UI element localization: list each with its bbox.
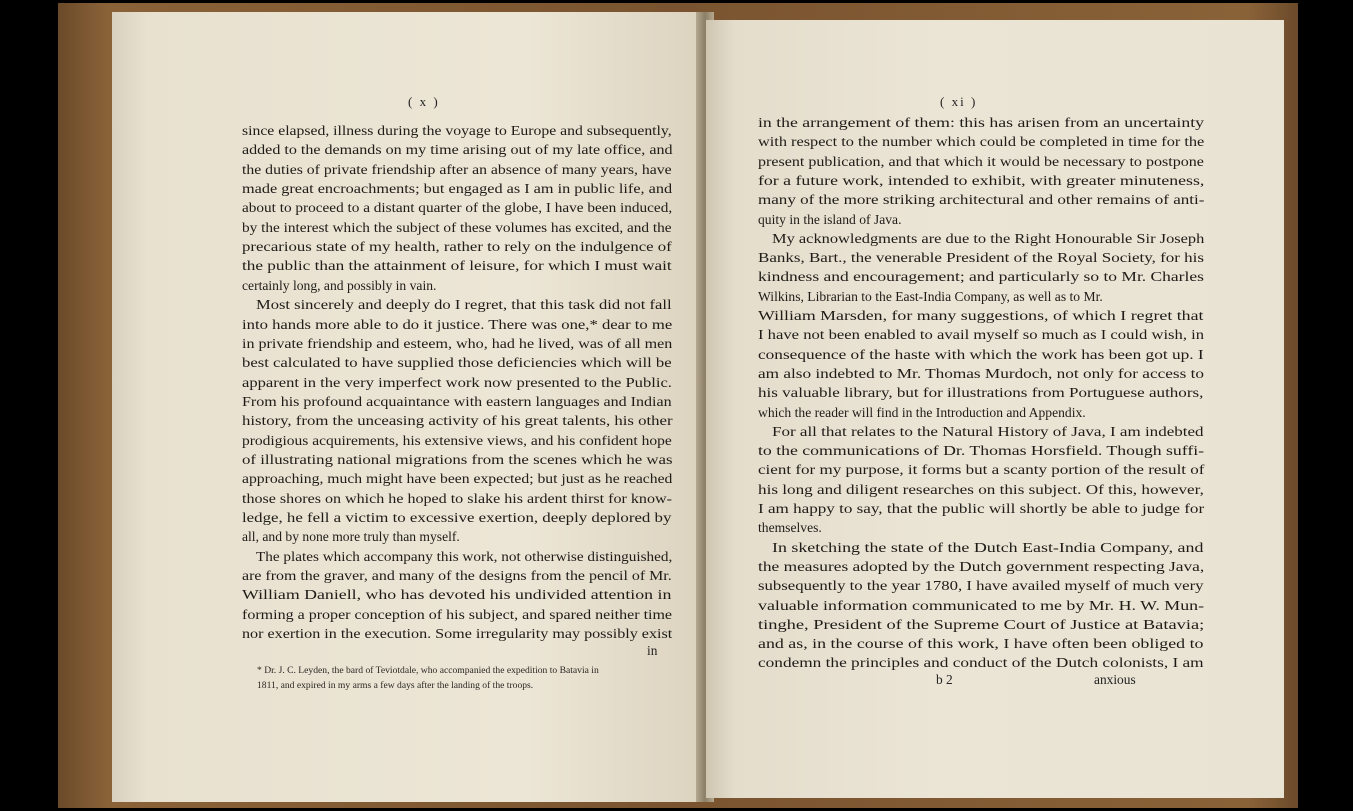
text-line: subsequently to the year 1780, I have availed myself of much very [758, 578, 1204, 594]
text-line: and as, in the course of this work, I have often been obliged to [758, 636, 1204, 652]
text-line: his long and diligent researches on this subject. Of this, however, [758, 481, 1204, 497]
text-line: am also indebted to Mr. Thomas Murdoch, not only for access to [758, 365, 1204, 381]
page-header: ( xi ) [940, 94, 978, 109]
text-line: the duties of private friendship after an absence of many years, have [242, 161, 672, 177]
text-line: consequence of the haste with which the work has been got up. I [758, 346, 1204, 362]
catchword: anxious [1094, 672, 1136, 687]
text-line: into hands more able to do it justice. There was one,* dear to me [242, 316, 673, 332]
page-header: ( x ) [408, 94, 440, 109]
catchword: in [647, 643, 658, 658]
text-line: quity in the island of Java. [758, 211, 902, 227]
text-line: nor exertion in the execution. Some irregularity may possibly exist [242, 626, 673, 642]
text-line: For all that relates to the Natural History of Java, I am indebted [772, 423, 1204, 439]
text-line: From his profound acquaintance with eastern languages and Indian [242, 393, 672, 409]
text-line: In sketching the state of the Dutch East-India Company, and [772, 539, 1204, 555]
text-line: approaching, much might have been expected; but just as he reached [242, 471, 673, 487]
footnote-line-2: 1811, and expired in my arms a few days after the landing of the troops. [257, 680, 534, 691]
text-line: best calculated to have supplied those deficiencies which will be [242, 355, 672, 371]
text-line: present publication, and that which it would be necessary to postpone [758, 153, 1204, 169]
text-line: which the reader will find in the Introduction and Appendix. [758, 404, 1086, 420]
text-line: My acknowledgments are due to the Right Honourable Sir Joseph [772, 230, 1205, 246]
text-line: added to the demands on my time arising out of my late office, and [242, 142, 673, 158]
text-line: about to proceed to a distant quarter of the globe, I have been induced, [242, 200, 673, 216]
text-line: in private friendship and esteem, who, had he lived, was of all men [242, 335, 673, 351]
text-line: many of the more striking architectural and other remains of anti- [758, 192, 1205, 208]
text-line: history, from the unceasing activity of his great talents, his other [242, 413, 673, 429]
text-line: Wilkins, Librarian to the East-India Company, as well as to Mr. [758, 288, 1103, 304]
text-line: all, and by none more truly than myself. [242, 529, 460, 545]
text-line: forming a proper conception of his subject, and spared neither time [242, 606, 673, 622]
text-line: by the interest which the subject of these volumes has excited, and the [242, 219, 672, 235]
footnote-line-1: * Dr. J. C. Leyden, the bard of Teviotdale, who accompanied the expedition to Batavia in [257, 665, 599, 676]
text-line: certainly long, and possibly in vain. [242, 277, 437, 293]
text-line: themselves. [758, 520, 822, 536]
text-line: the measures adopted by the Dutch government respecting Java, [758, 558, 1205, 574]
text-line: prodigious acquirements, his extensive views, and his confident hope [242, 432, 672, 448]
right-page [706, 20, 1284, 798]
text-line: I am happy to say, that the public will shortly be able to judge for [758, 501, 1205, 516]
text-line: those shores on which he hoped to slake his ardent thirst for know- [242, 490, 672, 506]
text-line: valuable information communicated to me by Mr. H. W. Mun- [758, 597, 1205, 613]
text-line: with respect to the number which could be completed in time for the [758, 134, 1205, 150]
text-line: condemn the principles and conduct of the Dutch colonists, I am [758, 655, 1204, 671]
text-line: The plates which accompany this work, not otherwise distinguished, [256, 548, 673, 564]
text-line: precarious state of my health, rather to rely on the indulgence of [242, 239, 672, 255]
text-line: made great encroachments; but engaged as I am in public life, and [242, 181, 673, 197]
text-line: William Daniell, who has devoted his undivided attention in [242, 587, 672, 603]
text-line: tinghe, President of the Supreme Court of Justice at Batavia; [758, 616, 1205, 632]
text-line: apparent in the very imperfect work now presented to the Public. [242, 374, 672, 390]
text-line: for a future work, intended to exhibit, with greater minuteness, [758, 172, 1205, 188]
text-line: to the communications of Dr. Thomas Horsfield. Though suffi- [758, 443, 1205, 459]
text-line: in the arrangement of them: this has arisen from an uncertainty [758, 115, 1204, 130]
text-line: Most sincerely and deeply do I regret, that this task did not fall [256, 297, 672, 313]
text-line: his valuable library, but for illustrations from Portuguese authors, [758, 385, 1204, 401]
left-page [112, 12, 704, 802]
text-line: are from the graver, and many of the designs from the pencil of Mr. [242, 568, 672, 584]
text-line: ledge, he fell a victim to excessive exertion, deeply deplored by [242, 510, 672, 525]
text-line: the public than the attainment of leisure, for which I must wait [242, 258, 672, 274]
text-line: since elapsed, illness during the voyage to Europe and subsequently, [242, 123, 672, 138]
text-line: kindness and encouragement; and particularly so to Mr. Charles [758, 269, 1204, 285]
text-line: William Marsden, for many suggestions, of which I regret that [758, 308, 1204, 323]
text-line: I have not been enabled to avail myself so much as I could wish, in [758, 327, 1205, 343]
text-line: cient for my purpose, it forms but a scanty portion of the result of [758, 462, 1205, 478]
text-line: of illustrating national migrations from the scenes which he was [242, 451, 673, 467]
signature-mark: b 2 [936, 672, 953, 687]
text-line: Banks, Bart., the venerable President of the Royal Society, for his [758, 250, 1205, 266]
